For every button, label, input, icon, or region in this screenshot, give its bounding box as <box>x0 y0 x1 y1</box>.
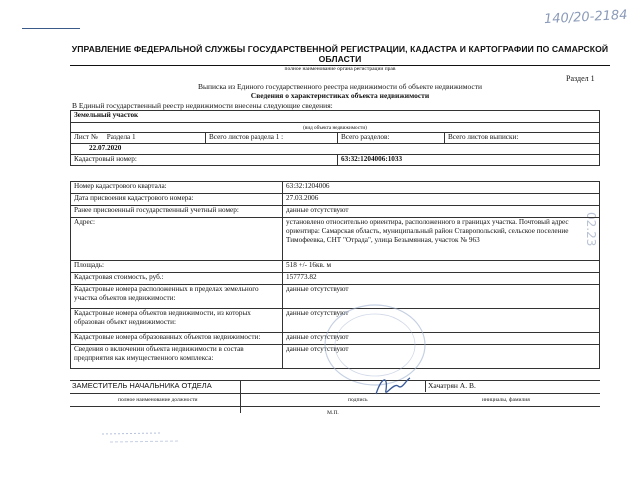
detail-value: 63:32:1204006 <box>283 182 600 194</box>
detail-value: 518 +/- 16кв. м <box>283 261 600 273</box>
handwritten-note: 140/20-2184 <box>544 7 629 28</box>
cadastral-label: Кадастровый номер: <box>71 155 338 166</box>
detail-value: данные отсутствуют <box>283 285 600 309</box>
agency-caption: полное наименование органа регистрации прав <box>284 66 396 72</box>
detail-row <box>71 194 600 206</box>
detail-row <box>71 261 600 273</box>
detail-value: данные отсутствуют <box>283 345 600 369</box>
detail-label: Сведения о включении объекта недвижимости в состав предприятия как имущественного комплекса: <box>71 345 283 369</box>
margin-dash <box>22 28 80 29</box>
detail-label: Площадь: <box>71 261 283 273</box>
sheets-in-section: Всего листов раздела 1 : <box>206 133 338 144</box>
detail-label: Кадастровые номера объектов недвижимости, из которых образован объект недвижимости: <box>71 309 283 333</box>
detail-label: Дата присвоения кадастрового номера: <box>71 194 283 206</box>
position-caption: полное наименование должности <box>118 397 198 403</box>
detail-row <box>71 182 600 194</box>
name-caption: инициалы, фамилия <box>482 397 530 403</box>
sheets-total: Всего листов выписки: <box>445 133 600 144</box>
extract-date: 22.07.2020 <box>71 144 600 155</box>
sections-total: Всего разделов: <box>338 133 445 144</box>
agency-title: УПРАВЛЕНИЕ ФЕДЕРАЛЬНОЙ СЛУЖБЫ ГОСУДАРСТВЕННОЙ РЕГИСТРАЦИИ, КАДАСТРА И КАРТОГРАФИИ ПО САМАРСКОЙ ОБЛАСТИ <box>71 44 609 64</box>
section-label: Раздел 1 <box>566 74 595 83</box>
object-type-caption: (вид объекта недвижимости) <box>71 123 600 133</box>
detail-value: 157773.82 <box>283 273 600 285</box>
detail-label: Номер кадастрового квартала: <box>71 182 283 194</box>
object-header-table <box>70 110 600 166</box>
detail-label: Ранее присвоенный государственный учетный номер: <box>71 206 283 218</box>
handwritten-signature <box>372 372 412 402</box>
signature-bottom-rule <box>70 406 600 407</box>
extract-title: Выписка из Единого государственного реестра недвижимости об объекте недвижимости <box>197 82 483 91</box>
address-value: установлено относительно ориентира, расположенного в границах участка. Почтовый адрес ориентира: Самарская область, муниципальный район Ставропольский, сельское поселение Тимофеевка, СНТ "Отрада", улица Безымянная, участок № 963 <box>283 218 600 261</box>
name-divider <box>425 380 426 392</box>
signer-position: ЗАМЕСТИТЕЛЬ НАЧАЛЬНИКА ОТДЕЛА <box>72 381 212 390</box>
signature-caption: подпись <box>348 397 368 403</box>
side-note: 02.23 <box>583 212 598 247</box>
extract-subtitle: Сведения о характеристиках объекта недвижимости <box>250 91 430 100</box>
detail-label: Кадастровые номера образованных объектов недвижимости: <box>71 333 283 345</box>
object-type: Земельный участок <box>71 111 600 123</box>
detail-row <box>71 273 600 285</box>
detail-label: Кадастровая стоимость, руб.: <box>71 273 283 285</box>
detail-value: данные отсутствуют <box>283 309 600 333</box>
intro-text: В Единый государственный реестр недвижимости внесены следующие сведения: <box>72 101 333 110</box>
seal-caption: М.П. <box>327 410 339 416</box>
sheet-number: Лист № <box>74 133 98 141</box>
signer-name: Хачатрян А. В. <box>428 381 476 390</box>
detail-value: данные отсутствуют <box>283 206 600 218</box>
section-number: Раздела 1 <box>106 133 136 141</box>
detail-row <box>71 206 600 218</box>
sheet-number-cell <box>71 133 206 144</box>
detail-row <box>71 218 600 261</box>
detail-label: Адрес: <box>71 218 283 261</box>
detail-value: данные отсутствуют <box>283 333 600 345</box>
signature-divider <box>240 380 241 413</box>
cadastral-value: 63:32:1204006:1033 <box>338 155 600 166</box>
faint-stamp-trace <box>100 428 190 448</box>
detail-value: 27.03.2006 <box>283 194 600 206</box>
detail-label: Кадастровые номера расположенных в пределах земельного участка объектов недвижимости: <box>71 285 283 309</box>
